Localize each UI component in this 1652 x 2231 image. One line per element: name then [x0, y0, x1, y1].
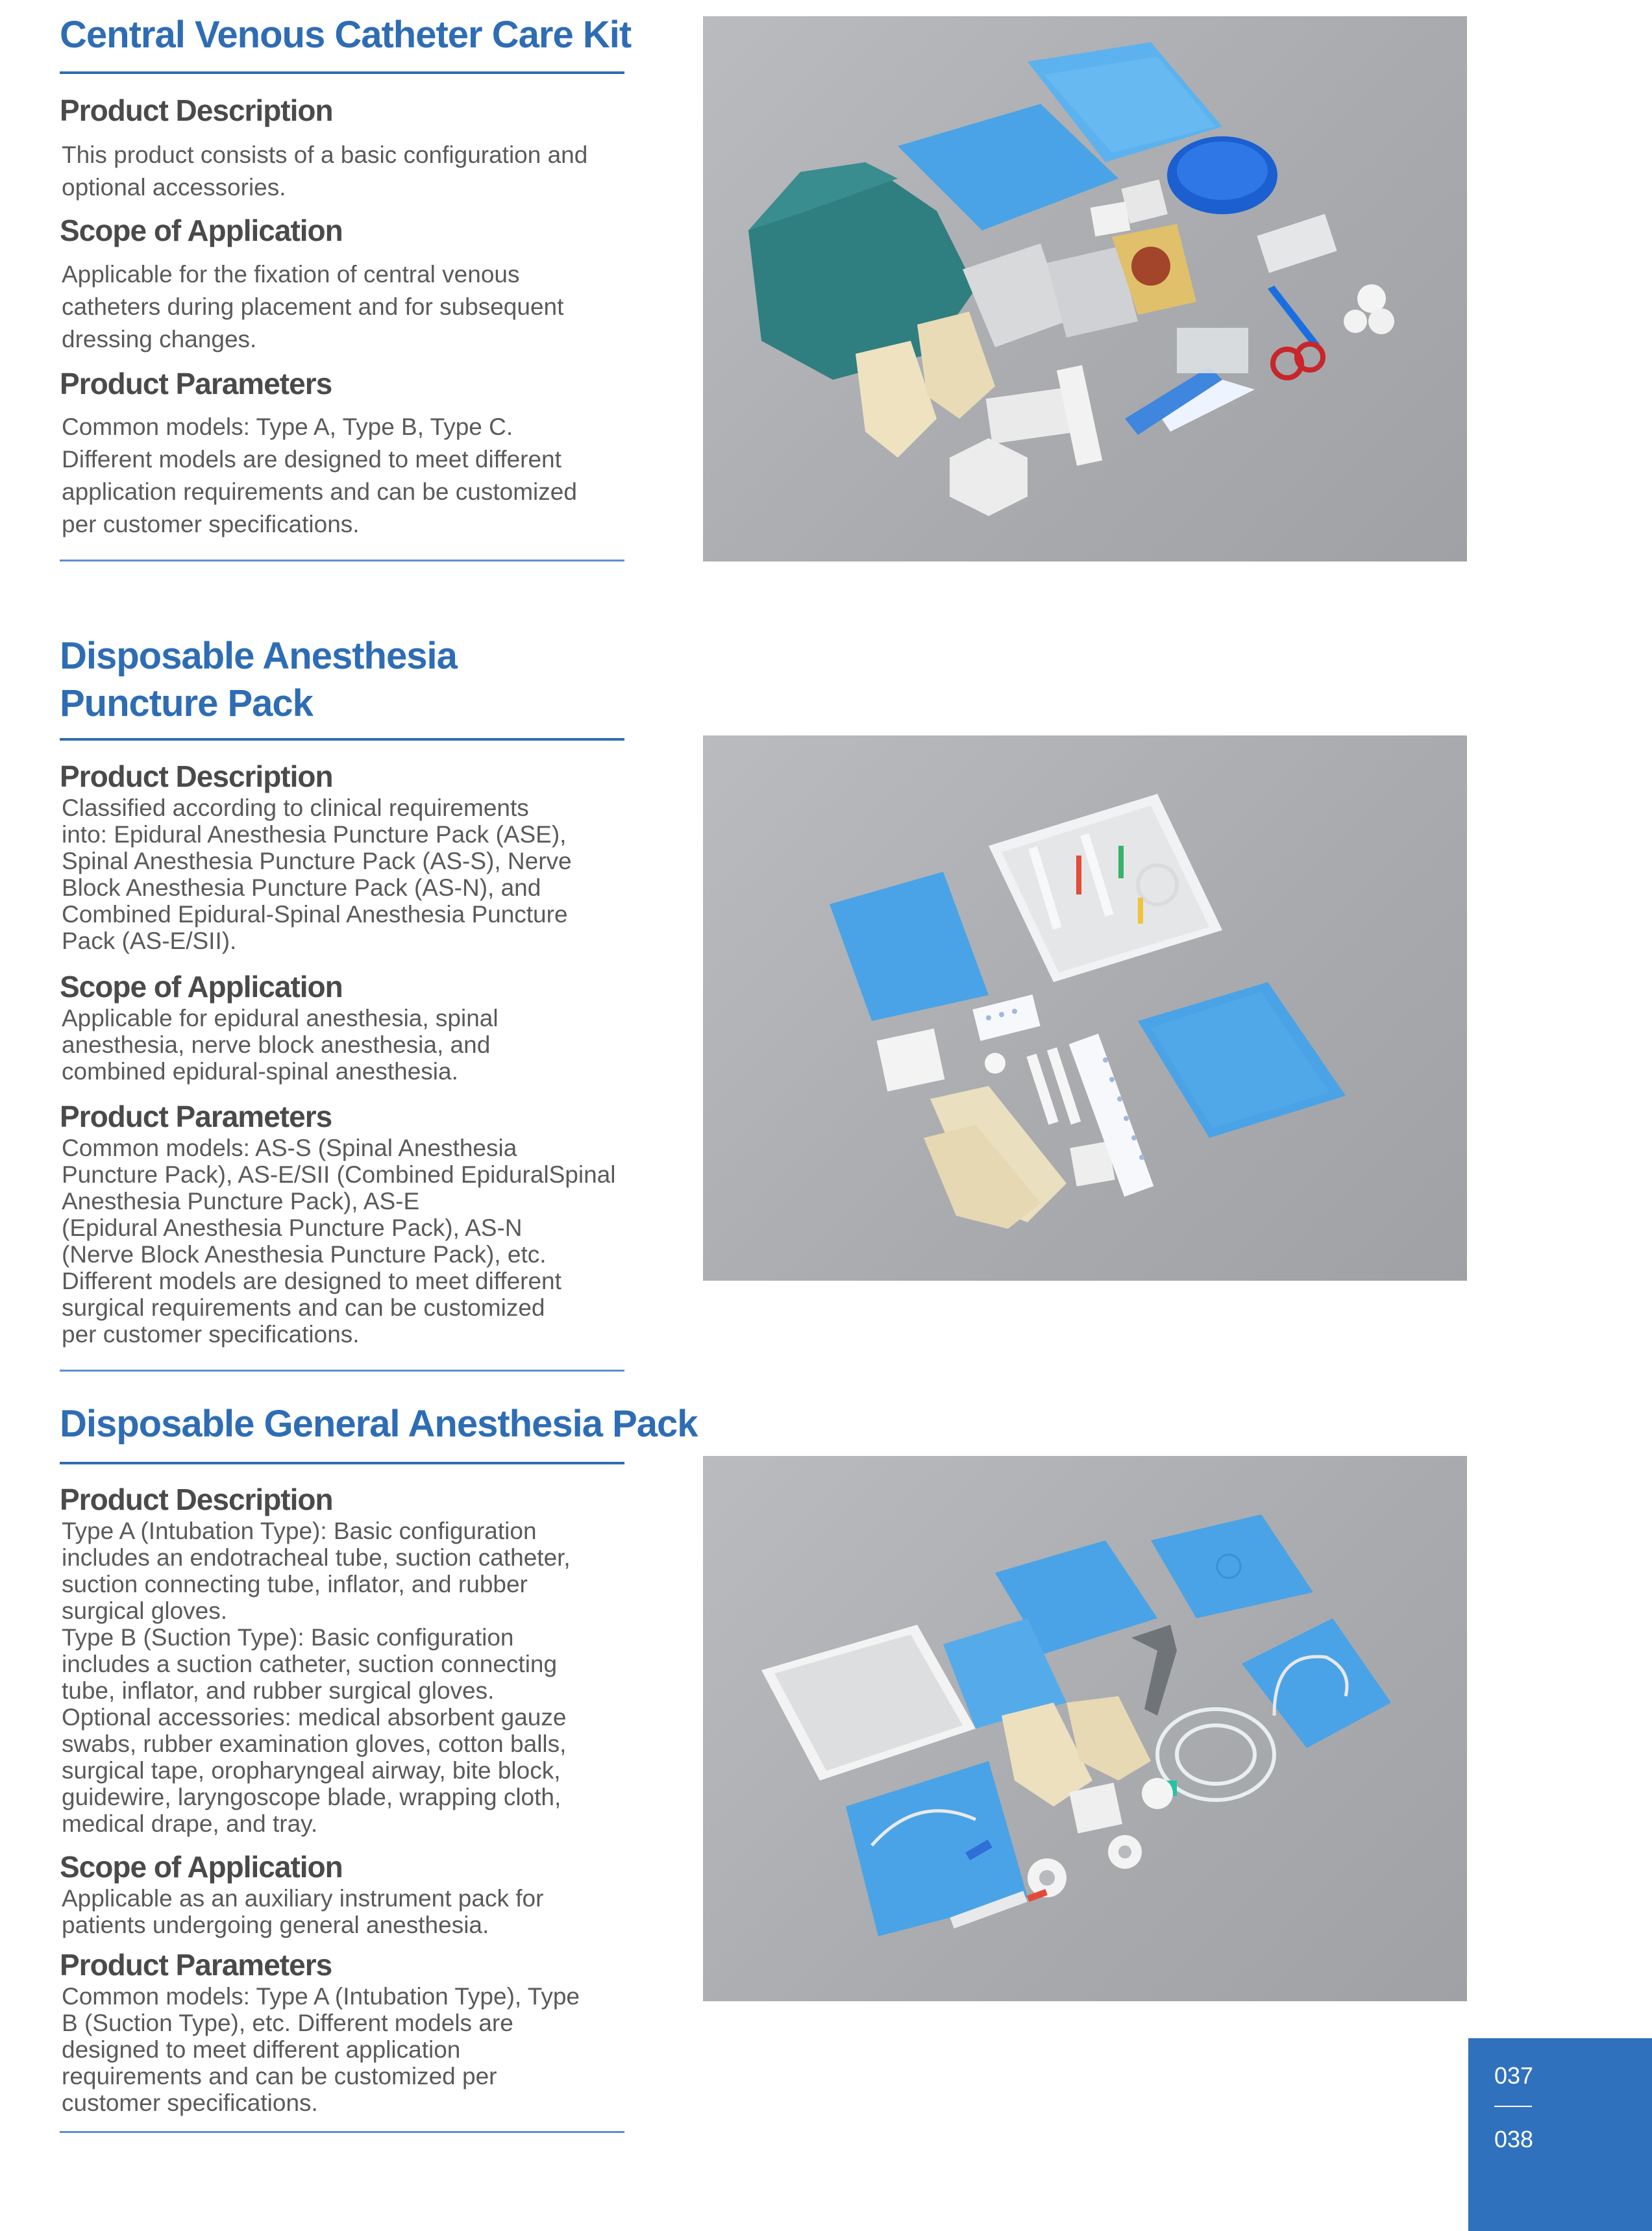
general-anesthesia-pack-photo — [703, 1456, 1467, 2001]
section-title: Central Venous Catheter Care Kit — [60, 14, 632, 56]
parameters-text: Common models: AS-S (Spinal Anesthesia Puncture Pack), AS-E/SII (Combined EpiduralSpinal Anesthesia Puncture Pack), AS-E (Epidural Anesthesia Puncture Pack), AS-N (Nerve Block Anesthesia Puncture Pack), etc. Different models are designed to meet different surgical requirements and can be customized per customer specifications. — [62, 1135, 616, 1348]
parameters-text: Common models: Type A, Type B, Type C. Different models are designed to meet different application requirements and can be customized per customer specifications. — [62, 413, 577, 537]
description-heading: Product Description — [60, 1483, 333, 1516]
page-number-next: 038 — [1494, 2126, 1534, 2152]
description-heading: Product Description — [60, 93, 333, 127]
parameters-heading: Product Parameters — [60, 1948, 332, 1982]
scope-text: Applicable for the fixation of central venous catheters during placement and for subsequent dressing changes. — [62, 261, 564, 352]
section-title-line-1: Disposable Anesthesia — [60, 635, 457, 677]
section-end-rule — [60, 1370, 624, 1372]
parameters-text: Common models: Type A (Intubation Type), Type B (Suction Type), etc. Different models are designed to meet different application requirements and can be customized per customer specifications. — [62, 1983, 580, 2116]
scope-heading: Scope of Application — [60, 214, 343, 247]
page-number-current: 037 — [1494, 2062, 1534, 2089]
section-end-rule — [60, 560, 624, 561]
page-number-tab — [1468, 2038, 1652, 2231]
section-end-rule — [60, 2131, 624, 2133]
scope-text: Applicable for epidural anesthesia, spinal anesthesia, nerve block anesthesia, and combined epidural-spinal anesthesia. — [62, 1005, 499, 1085]
scope-text: Applicable as an auxiliary instrument pack for patients undergoing general anesthesia. — [62, 1885, 544, 1938]
parameters-heading: Product Parameters — [60, 1100, 332, 1133]
scope-heading: Scope of Application — [60, 1850, 343, 1884]
description-text: Type A (Intubation Type): Basic configuration includes an endotracheal tube, suction catheter, suction connecting tube, inflator, and rubber surgical gloves. Type B (Suction Type): Basic configuration includes a suction catheter, suction connecting tube, inflator, and rubber surgical gloves. Optional accessories: medical absorbent gauze swabs, rubber examination gloves, cotton balls, surgical tape, oropharyngeal airway, bite block, guidewire, laryngoscope blade, wrapping cloth, medical drape, and tray. — [62, 1518, 571, 1837]
scope-heading: Scope of Application — [60, 970, 343, 1004]
parameters-heading: Product Parameters — [60, 367, 332, 401]
description-heading: Product Description — [60, 759, 333, 793]
description-text: Classified according to clinical requirements into: Epidural Anesthesia Puncture Pack (ASE), Spinal Anesthesia Puncture Pack (AS-S), Nerve Block Anesthesia Puncture Pack (AS-N), and Combined Epidural-Spinal Anesthesia Puncture Pack (AS-E/SII). — [62, 795, 572, 954]
description-text: This product consists of a basic configuration and optional accessories. — [62, 142, 588, 201]
title-underline — [60, 71, 624, 74]
title-underline — [60, 1462, 624, 1464]
anesthesia-puncture-pack-photo — [703, 735, 1467, 1281]
page-number-divider — [1494, 2106, 1532, 2107]
title-underline — [60, 738, 624, 741]
section-title: Disposable General Anesthesia Pack — [60, 1403, 698, 1445]
cvc-kit-photo — [703, 16, 1467, 561]
section-title-line-2: Puncture Pack — [60, 682, 313, 724]
